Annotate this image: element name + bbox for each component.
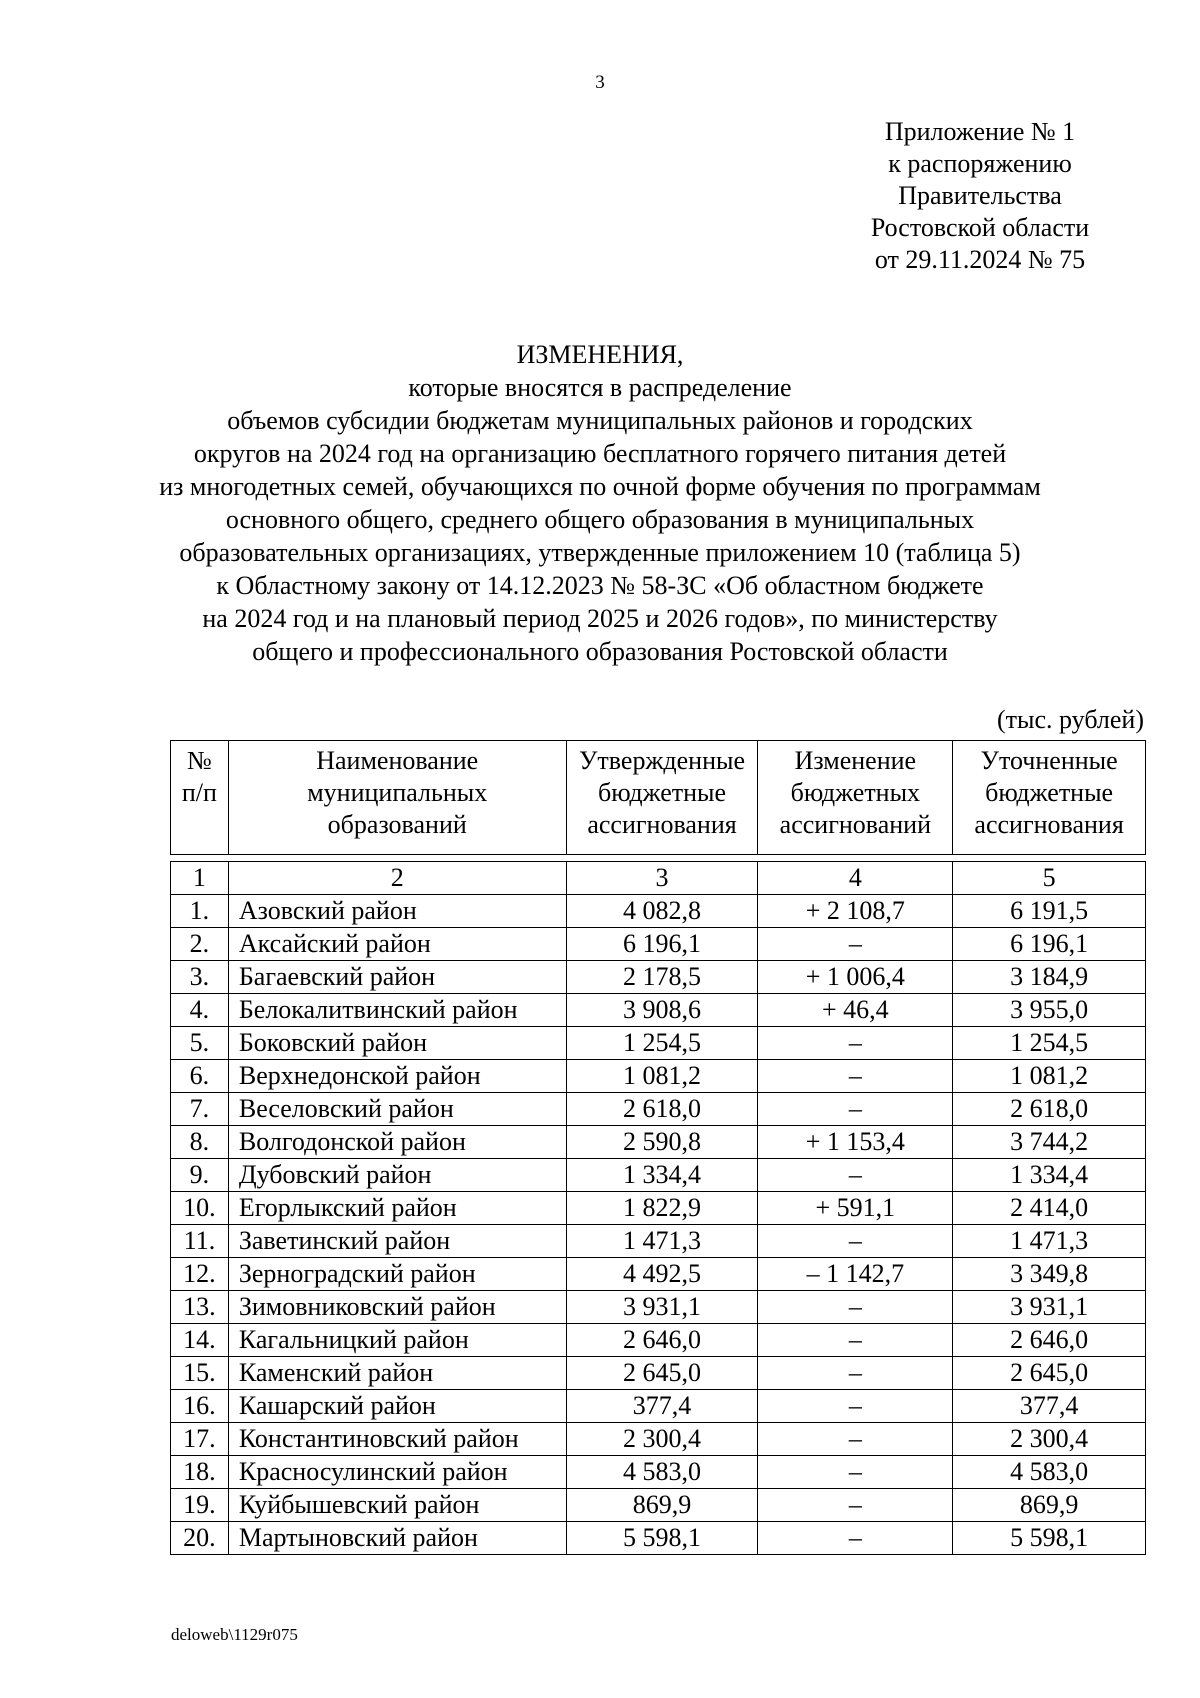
column-header-line: образований xyxy=(327,810,467,839)
municipality-name: Зимовниковский район xyxy=(228,1291,566,1324)
municipality-name: Каменский район xyxy=(228,1357,566,1390)
approved-value: 1 254,5 xyxy=(566,1027,758,1060)
row-number: 18. xyxy=(171,1456,229,1489)
revised-value: 2 618,0 xyxy=(953,1093,1146,1126)
title-line: к Областному закону от 14.12.2023 № 58-ЗС «Об областном бюджете xyxy=(216,571,984,600)
revised-value: 3 931,1 xyxy=(953,1291,1146,1324)
row-number: 19. xyxy=(171,1489,229,1522)
footer-code: deloweb\1129r075 xyxy=(171,1625,298,1644)
approved-value: 869,9 xyxy=(566,1489,758,1522)
budget-table xyxy=(170,740,1146,1555)
units-label: (тыс. рублей) xyxy=(996,705,1144,734)
table-header xyxy=(171,741,1146,855)
table-row xyxy=(171,1093,1146,1126)
change-value: – xyxy=(758,1159,953,1192)
revised-value: 3 349,8 xyxy=(953,1258,1146,1291)
approved-value: 5 598,1 xyxy=(566,1522,758,1555)
row-number: 14. xyxy=(171,1324,229,1357)
row-number: 13. xyxy=(171,1291,229,1324)
table-row xyxy=(171,1159,1146,1192)
column-header xyxy=(566,741,758,855)
approved-value: 4 492,5 xyxy=(566,1258,758,1291)
municipality-name: Егорлыкский район xyxy=(228,1192,566,1225)
column-number: 3 xyxy=(566,862,758,895)
separator-cell xyxy=(566,855,758,862)
municipality-name: Боковский район xyxy=(228,1027,566,1060)
municipality-name: Зерноградский район xyxy=(228,1258,566,1291)
revised-value: 3 184,9 xyxy=(953,961,1146,994)
change-value: – xyxy=(758,1060,953,1093)
approved-value: 2 300,4 xyxy=(566,1423,758,1456)
table-row xyxy=(171,1390,1146,1423)
municipality-name: Азовский район xyxy=(228,895,566,928)
table-row xyxy=(171,1192,1146,1225)
change-value: – xyxy=(758,1093,953,1126)
approved-value: 4 082,8 xyxy=(566,895,758,928)
change-value: – xyxy=(758,1456,953,1489)
municipality-name: Аксайский район xyxy=(228,928,566,961)
change-value: + 2 108,7 xyxy=(758,895,953,928)
appendix-block xyxy=(830,116,1130,276)
row-number: 3. xyxy=(171,961,229,994)
table-row xyxy=(171,895,1146,928)
column-header-line: п/п xyxy=(181,778,217,807)
approved-value: 377,4 xyxy=(566,1390,758,1423)
row-number: 10. xyxy=(171,1192,229,1225)
separator-cell xyxy=(758,855,953,862)
municipality-name: Кагальницкий район xyxy=(228,1324,566,1357)
column-header-line: Изменение xyxy=(794,746,917,775)
title-line: на 2024 год и на плановый период 2025 и 2026 годов», по министерству xyxy=(202,604,998,633)
row-number: 12. xyxy=(171,1258,229,1291)
table-row xyxy=(171,1357,1146,1390)
appendix-line: к распоряжению xyxy=(888,149,1072,178)
column-header-line: бюджетные xyxy=(985,778,1114,807)
approved-value: 2 590,8 xyxy=(566,1126,758,1159)
row-number: 8. xyxy=(171,1126,229,1159)
approved-value: 1 081,2 xyxy=(566,1060,758,1093)
column-header-line: бюджетных xyxy=(790,778,921,807)
approved-value: 6 196,1 xyxy=(566,928,758,961)
approved-value: 2 645,0 xyxy=(566,1357,758,1390)
row-number: 1. xyxy=(171,895,229,928)
separator-cell xyxy=(228,855,566,862)
municipality-name: Верхнедонской район xyxy=(228,1060,566,1093)
revised-value: 1 334,4 xyxy=(953,1159,1146,1192)
column-header-line: муниципальных xyxy=(307,778,488,807)
table-row xyxy=(171,1258,1146,1291)
table-row xyxy=(171,1456,1146,1489)
revised-value: 6 196,1 xyxy=(953,928,1146,961)
appendix-line: Приложение № 1 xyxy=(884,117,1076,146)
change-value: + 1 153,4 xyxy=(758,1126,953,1159)
municipality-name: Куйбышевский район xyxy=(228,1489,566,1522)
approved-value: 3 931,1 xyxy=(566,1291,758,1324)
column-header xyxy=(228,741,566,855)
row-number: 11. xyxy=(171,1225,229,1258)
revised-value: 2 300,4 xyxy=(953,1423,1146,1456)
column-header-line: Уточненные xyxy=(980,746,1118,775)
municipality-name: Красносулинский район xyxy=(228,1456,566,1489)
table-row xyxy=(171,1126,1146,1159)
revised-value: 1 081,2 xyxy=(953,1060,1146,1093)
row-number: 9. xyxy=(171,1159,229,1192)
revised-value: 1 254,5 xyxy=(953,1027,1146,1060)
header-separator xyxy=(171,855,1146,862)
revised-value: 3 744,2 xyxy=(953,1126,1146,1159)
row-number: 6. xyxy=(171,1060,229,1093)
column-number: 5 xyxy=(953,862,1146,895)
change-value: – xyxy=(758,1489,953,1522)
revised-value: 6 191,5 xyxy=(953,895,1146,928)
approved-value: 2 618,0 xyxy=(566,1093,758,1126)
change-value: – 1 142,7 xyxy=(758,1258,953,1291)
revised-value: 377,4 xyxy=(953,1390,1146,1423)
change-value: – xyxy=(758,1423,953,1456)
revised-value: 869,9 xyxy=(953,1489,1146,1522)
municipality-name: Константиновский район xyxy=(228,1423,566,1456)
table-row xyxy=(171,1225,1146,1258)
title-line: которые вносятся в распределение xyxy=(408,373,792,402)
revised-value: 2 645,0 xyxy=(953,1357,1146,1390)
title-line: округов на 2024 год на организацию бесплатного горячего питания детей xyxy=(193,439,1007,468)
change-value: + 1 006,4 xyxy=(758,961,953,994)
column-number: 2 xyxy=(228,862,566,895)
row-number: 20. xyxy=(171,1522,229,1555)
approved-value: 1 471,3 xyxy=(566,1225,758,1258)
column-header xyxy=(758,741,953,855)
change-value: – xyxy=(758,928,953,961)
approved-value: 1 822,9 xyxy=(566,1192,758,1225)
municipality-name: Заветинский район xyxy=(228,1225,566,1258)
appendix-line: Ростовской области xyxy=(870,213,1090,242)
table-row xyxy=(171,1324,1146,1357)
title-line: из многодетных семей, обучающихся по очной форме обучения по программам xyxy=(159,472,1041,501)
column-header-line: Утвержденные xyxy=(579,746,746,775)
column-header xyxy=(953,741,1146,855)
column-header-line: Наименование xyxy=(316,746,479,775)
revised-value: 4 583,0 xyxy=(953,1456,1146,1489)
column-number-row xyxy=(171,862,1146,895)
revised-value: 2 646,0 xyxy=(953,1324,1146,1357)
table-row xyxy=(171,961,1146,994)
column-header-line: ассигнования xyxy=(587,810,737,839)
title-line: образовательных организациях, утвержденные приложением 10 (таблица 5) xyxy=(179,538,1021,567)
municipality-name: Мартыновский район xyxy=(228,1522,566,1555)
row-number: 4. xyxy=(171,994,229,1027)
municipality-name: Волгодонской район xyxy=(228,1126,566,1159)
separator-cell xyxy=(953,855,1146,862)
change-value: – xyxy=(758,1027,953,1060)
approved-value: 2 178,5 xyxy=(566,961,758,994)
row-number: 5. xyxy=(171,1027,229,1060)
table-row xyxy=(171,1489,1146,1522)
change-value: – xyxy=(758,1390,953,1423)
row-number: 7. xyxy=(171,1093,229,1126)
column-header-line: ассигнований xyxy=(779,810,931,839)
table-row xyxy=(171,1060,1146,1093)
column-header-line: бюджетные xyxy=(598,778,727,807)
change-value: – xyxy=(758,1522,953,1555)
change-value: – xyxy=(758,1324,953,1357)
appendix-line: Правительства xyxy=(898,181,1062,210)
approved-value: 3 908,6 xyxy=(566,994,758,1027)
row-number: 15. xyxy=(171,1357,229,1390)
table-row xyxy=(171,1291,1146,1324)
page-number: 3 xyxy=(595,72,605,93)
column-number: 1 xyxy=(171,862,229,895)
revised-value: 3 955,0 xyxy=(953,994,1146,1027)
title-heading: ИЗМЕНЕНИЯ, xyxy=(516,340,684,369)
revised-value: 1 471,3 xyxy=(953,1225,1146,1258)
table-row xyxy=(171,994,1146,1027)
title-line: основного общего, среднего общего образования в муниципальных xyxy=(225,505,975,534)
approved-value: 2 646,0 xyxy=(566,1324,758,1357)
column-header-line: № xyxy=(187,746,212,775)
table-row xyxy=(171,1027,1146,1060)
column-header xyxy=(171,741,229,855)
change-value: – xyxy=(758,1291,953,1324)
separator-cell xyxy=(171,855,229,862)
row-number: 16. xyxy=(171,1390,229,1423)
column-number: 4 xyxy=(758,862,953,895)
header-row xyxy=(171,741,1146,855)
table-row xyxy=(171,1423,1146,1456)
table-row xyxy=(171,1522,1146,1555)
column-header-line: ассигнования xyxy=(974,810,1124,839)
approved-value: 1 334,4 xyxy=(566,1159,758,1192)
revised-value: 5 598,1 xyxy=(953,1522,1146,1555)
table-row xyxy=(171,928,1146,961)
appendix-line: от 29.11.2024 № 75 xyxy=(874,245,1086,274)
change-value: + 591,1 xyxy=(758,1192,953,1225)
municipality-name: Багаевский район xyxy=(228,961,566,994)
approved-value: 4 583,0 xyxy=(566,1456,758,1489)
municipality-name: Белокалитвинский район xyxy=(228,994,566,1027)
title-line: объемов субсидии бюджетам муниципальных районов и городских xyxy=(227,406,973,435)
municipality-name: Кашарский район xyxy=(228,1390,566,1423)
title-line: общего и профессионального образования Ростовской области xyxy=(252,637,948,666)
change-value: – xyxy=(758,1225,953,1258)
document-title xyxy=(0,338,1200,668)
municipality-name: Веселовский район xyxy=(228,1093,566,1126)
row-number: 17. xyxy=(171,1423,229,1456)
row-number: 2. xyxy=(171,928,229,961)
change-value: – xyxy=(758,1357,953,1390)
municipality-name: Дубовский район xyxy=(228,1159,566,1192)
table-body xyxy=(171,855,1146,1555)
revised-value: 2 414,0 xyxy=(953,1192,1146,1225)
change-value: + 46,4 xyxy=(758,994,953,1027)
